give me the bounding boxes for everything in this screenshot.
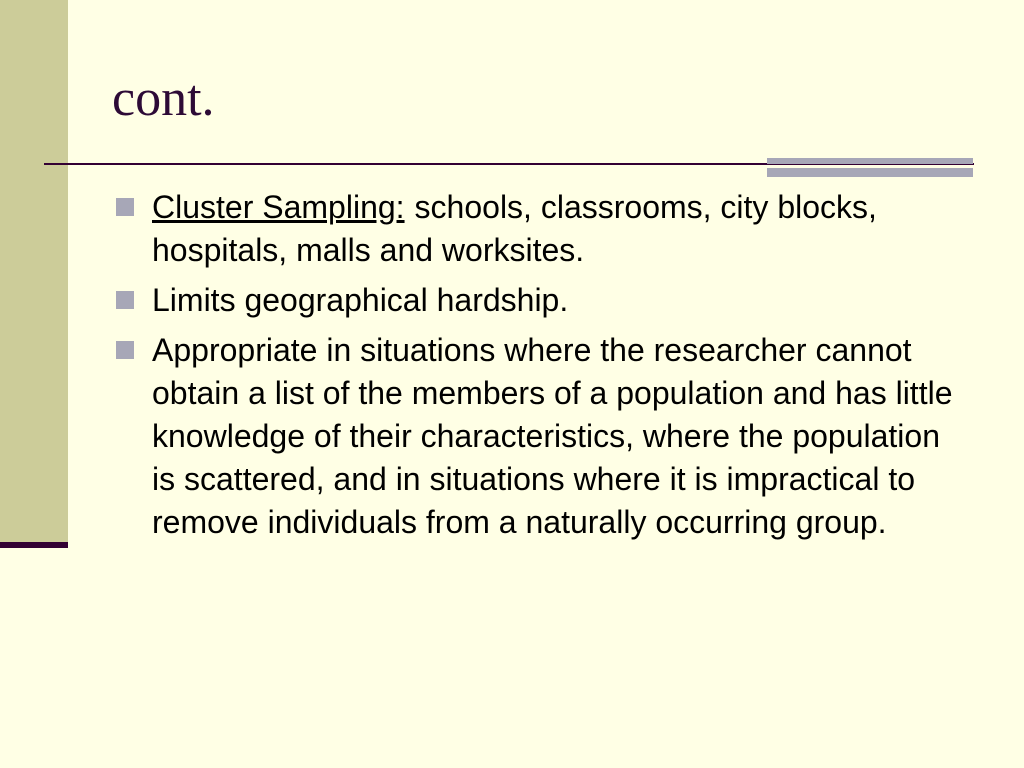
square-bullet-icon: [116, 198, 134, 216]
bullet-text: schools, classrooms, city blocks, hospitals, malls and worksites.: [152, 189, 877, 268]
square-bullet-icon: [116, 291, 134, 309]
bullet-item-cluster-sampling: [114, 186, 954, 272]
bullet-text: Appropriate in situations where the researcher cannot obtain a list of the members of a population and has little knowledge of their characteristics, where the population is scattered, and in situations where it is impractical to remove individuals from a naturally occurring group.: [152, 332, 953, 540]
square-bullet-icon: [116, 341, 134, 359]
accent-stripe-bottom: [767, 168, 973, 177]
bullet-term: Cluster Sampling:: [152, 189, 405, 225]
bullet-item-appropriate-situations: [114, 329, 954, 544]
accent-stripe-top: [767, 158, 973, 164]
slide-title: cont.: [112, 70, 215, 127]
bullet-text: Limits geographical hardship.: [152, 282, 569, 318]
title-accent-bar: [767, 158, 973, 178]
left-decorative-bar: [0, 0, 68, 544]
bullet-list: [114, 186, 954, 551]
left-bar-accent-line: [0, 542, 68, 548]
bullet-item-geographical-hardship: [114, 279, 954, 322]
